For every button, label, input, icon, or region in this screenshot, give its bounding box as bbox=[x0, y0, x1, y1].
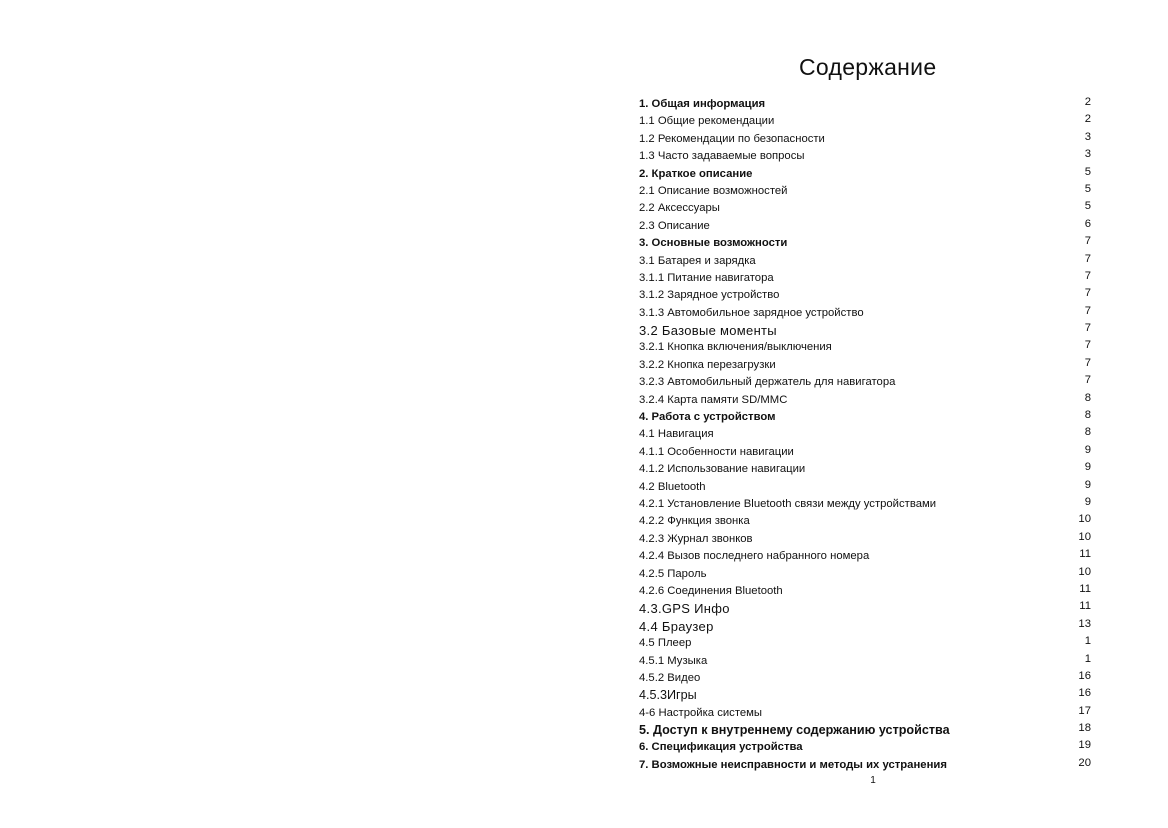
toc-entry-label: 3.1.2 Зарядное устройство bbox=[639, 289, 780, 302]
toc-entry-label: 3.1 Батарея и зарядка bbox=[639, 254, 756, 267]
toc-entry bbox=[639, 148, 1091, 165]
toc-entry bbox=[639, 687, 1091, 704]
toc-entry-label: 4.2.4 Вызов последнего набранного номера bbox=[639, 550, 870, 563]
toc-entry bbox=[639, 566, 1091, 583]
toc-entry-label: 1.1 Общие рекомендации bbox=[639, 115, 775, 128]
toc-entry-page: 19 bbox=[1078, 739, 1091, 752]
toc-entry-page: 11 bbox=[1079, 600, 1091, 613]
toc-entry-page: 8 bbox=[1084, 391, 1091, 404]
toc-entry bbox=[639, 722, 1091, 739]
toc-entry-label: 4.5.3Игры bbox=[639, 688, 697, 703]
toc-entry-label: 4.1.1 Особенности навигации bbox=[639, 445, 794, 458]
toc-entry bbox=[639, 618, 1091, 635]
toc-entry-page: 7 bbox=[1084, 374, 1091, 387]
toc-entry-label: 4.2.6 Соединения Bluetooth bbox=[639, 584, 783, 597]
toc-entry bbox=[639, 200, 1091, 217]
toc-entry-page: 13 bbox=[1078, 617, 1091, 630]
toc-entry bbox=[639, 339, 1091, 356]
toc-entry-page: 5 bbox=[1084, 165, 1091, 178]
toc-entry-label: 1. Общая информация bbox=[639, 98, 766, 110]
toc-entry bbox=[639, 583, 1091, 600]
toc-entry-page: 7 bbox=[1084, 356, 1091, 369]
toc-entry-page: 7 bbox=[1084, 287, 1091, 300]
toc-entry-page: 1 bbox=[1084, 635, 1091, 648]
toc-entry-label: 1.3 Часто задаваемые вопросы bbox=[639, 150, 805, 163]
toc-entry-page: 11 bbox=[1079, 582, 1091, 595]
toc-entry-label: 3.1.1 Питание навигатора bbox=[639, 271, 774, 284]
toc-entry-label: 5. Доступ к внутреннему содержанию устройства bbox=[639, 723, 950, 738]
toc-entry bbox=[639, 235, 1091, 252]
toc-entry-page: 8 bbox=[1084, 409, 1091, 422]
toc-entry-page: 10 bbox=[1078, 530, 1091, 543]
toc-entry-page: 16 bbox=[1078, 687, 1091, 700]
toc-entry-label: 4.2.1 Установление Bluetooth связи между устройствами bbox=[639, 497, 937, 510]
toc-entry-label: 3.2.4 Карта памяти SD/MMC bbox=[639, 393, 788, 406]
toc-entry bbox=[639, 183, 1091, 200]
toc-entry-label: 4.2.5 Пароль bbox=[639, 567, 707, 580]
toc-entry-label: 4.3.GPS Инфо bbox=[639, 601, 730, 617]
toc-entry bbox=[639, 305, 1091, 322]
toc-entry bbox=[639, 444, 1091, 461]
toc-entry-page: 10 bbox=[1078, 513, 1091, 526]
toc-entry-label: 2.2 Аксессуары bbox=[639, 202, 720, 215]
toc-entry-page: 18 bbox=[1078, 722, 1091, 735]
toc-entry-page: 7 bbox=[1084, 304, 1091, 317]
toc-entry-label: 4-6 Настройка системы bbox=[639, 706, 763, 719]
toc-entry-label: 4.1.2 Использование навигации bbox=[639, 463, 806, 476]
toc-entry bbox=[639, 374, 1091, 391]
toc-entry-label: 4.2.2 Функция звонка bbox=[639, 515, 750, 528]
toc-entry bbox=[639, 253, 1091, 270]
toc-entry-label: 3.2.2 Кнопка перезагрузки bbox=[639, 358, 776, 371]
toc-entry-page: 9 bbox=[1084, 443, 1091, 456]
toc-entry-label: 2.1 Описание возможностей bbox=[639, 184, 788, 197]
toc-entry bbox=[639, 166, 1091, 183]
toc-entry-page: 6 bbox=[1084, 217, 1091, 230]
toc-entry-label: 4.2.3 Журнал звонков bbox=[639, 532, 753, 545]
toc-entry-page: 3 bbox=[1084, 130, 1091, 143]
toc-entry-label: 2. Краткое описание bbox=[639, 167, 753, 180]
toc-entry-page: 2 bbox=[1084, 113, 1091, 126]
toc-entry-page: 7 bbox=[1084, 322, 1091, 335]
toc-entry bbox=[639, 705, 1091, 722]
page-number: 1 bbox=[870, 775, 876, 786]
toc-entry-label: 4.5 Плеер bbox=[639, 637, 692, 650]
table-of-contents bbox=[639, 96, 1091, 774]
toc-entry-label: 4.5.1 Музыка bbox=[639, 654, 708, 667]
toc-entry bbox=[639, 218, 1091, 235]
toc-entry bbox=[639, 670, 1091, 687]
toc-entry bbox=[639, 496, 1091, 513]
toc-entry-label: 4. Работа с устройством bbox=[639, 411, 776, 424]
toc-entry bbox=[639, 113, 1091, 130]
toc-entry-page: 7 bbox=[1084, 235, 1091, 248]
toc-entry bbox=[639, 357, 1091, 374]
toc-entry bbox=[639, 739, 1091, 756]
toc-entry-page: 5 bbox=[1084, 200, 1091, 213]
toc-entry-page: 5 bbox=[1084, 182, 1091, 195]
toc-entry bbox=[639, 270, 1091, 287]
toc-entry bbox=[639, 461, 1091, 478]
toc-entry bbox=[639, 653, 1091, 670]
toc-entry-label: 4.1 Навигация bbox=[639, 428, 714, 441]
toc-entry bbox=[639, 392, 1091, 409]
toc-entry bbox=[639, 600, 1091, 617]
toc-entry-label: 3.2.1 Кнопка включения/выключения bbox=[639, 341, 832, 354]
toc-entry-label: 1.2 Рекомендации по безопасности bbox=[639, 132, 825, 145]
toc-entry bbox=[639, 96, 1091, 113]
toc-entry bbox=[639, 131, 1091, 148]
toc-entry bbox=[639, 287, 1091, 304]
toc-entry-label: 3. Основные возможности bbox=[639, 237, 788, 250]
toc-entry-page: 1 bbox=[1084, 652, 1091, 665]
toc-entry bbox=[639, 322, 1091, 339]
toc-entry-label: 4.2 Bluetooth bbox=[639, 480, 706, 493]
toc-entry-page: 9 bbox=[1084, 495, 1091, 508]
toc-entry-page: 10 bbox=[1078, 565, 1091, 578]
toc-entry-page: 9 bbox=[1084, 461, 1091, 474]
toc-entry-page: 11 bbox=[1079, 548, 1091, 561]
toc-entry-label: 3.1.3 Автомобильное зарядное устройство bbox=[639, 306, 864, 319]
toc-entry-page: 7 bbox=[1084, 339, 1091, 352]
toc-entry bbox=[639, 479, 1091, 496]
toc-entry-label: 3.2.3 Автомобильный держатель для навигатора bbox=[639, 376, 896, 389]
toc-entry bbox=[639, 635, 1091, 652]
toc-entry-label: 3.2 Базовые моменты bbox=[639, 323, 777, 339]
toc-entry bbox=[639, 757, 1091, 774]
toc-entry-page: 2 bbox=[1084, 96, 1091, 108]
toc-entry bbox=[639, 409, 1091, 426]
toc-entry-label: 2.3 Описание bbox=[639, 219, 710, 232]
toc-entry-page: 17 bbox=[1078, 704, 1091, 717]
toc-entry-label: 4.5.2 Видео bbox=[639, 671, 701, 684]
toc-entry-label: 4.4 Браузер bbox=[639, 618, 714, 634]
toc-entry bbox=[639, 513, 1091, 530]
toc-entry-page: 16 bbox=[1078, 669, 1091, 682]
toc-entry-page: 9 bbox=[1084, 478, 1091, 491]
toc-entry-label: 7. Возможные неисправности и методы их устранения bbox=[639, 758, 947, 771]
toc-entry bbox=[639, 426, 1091, 443]
toc-entry-label: 6. Спецификация устройства bbox=[639, 741, 803, 754]
toc-title: Содержание bbox=[799, 54, 937, 80]
toc-entry-page: 20 bbox=[1078, 756, 1091, 769]
toc-entry bbox=[639, 548, 1091, 565]
toc-entry-page: 3 bbox=[1084, 148, 1091, 161]
toc-entry-page: 7 bbox=[1084, 252, 1091, 265]
toc-entry bbox=[639, 531, 1091, 548]
toc-entry-page: 8 bbox=[1084, 426, 1091, 439]
toc-entry-page: 7 bbox=[1084, 269, 1091, 282]
